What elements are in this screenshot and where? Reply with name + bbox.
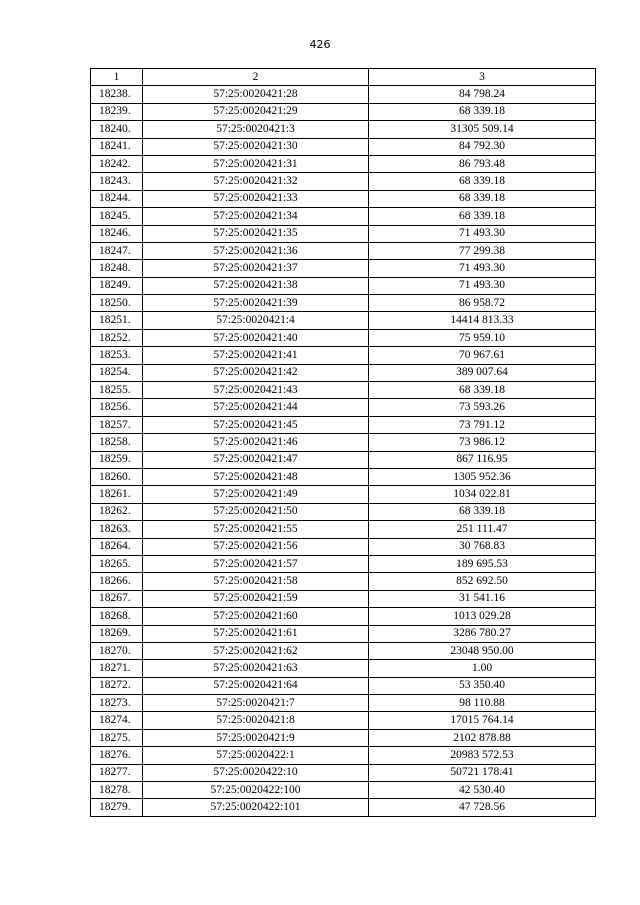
cadastral-number-cell: 57:25:0020421:57 xyxy=(143,555,369,572)
row-number-cell: 18238. xyxy=(91,86,143,103)
row-number-cell: 18241. xyxy=(91,138,143,155)
column-header: 1 xyxy=(91,69,143,86)
value-cell: 30 768.83 xyxy=(369,538,596,555)
table-header-row xyxy=(91,69,596,86)
value-cell: 77 299.38 xyxy=(369,242,596,259)
table-row xyxy=(91,434,596,451)
row-number-cell: 18245. xyxy=(91,208,143,225)
table-row xyxy=(91,747,596,764)
row-number-cell: 18246. xyxy=(91,225,143,242)
value-cell: 1034 022.81 xyxy=(369,486,596,503)
cadastral-number-cell: 57:25:0020421:63 xyxy=(143,660,369,677)
cadastral-number-cell: 57:25:0020421:37 xyxy=(143,260,369,277)
cadastral-number-cell: 57:25:0020421:32 xyxy=(143,173,369,190)
table-row xyxy=(91,608,596,625)
value-cell: 98 110.88 xyxy=(369,695,596,712)
table-row xyxy=(91,695,596,712)
row-number-cell: 18258. xyxy=(91,434,143,451)
table-row xyxy=(91,712,596,729)
row-number-cell: 18266. xyxy=(91,573,143,590)
table-row xyxy=(91,86,596,103)
table-row xyxy=(91,190,596,207)
column-header: 2 xyxy=(143,69,369,86)
value-cell: 852 692.50 xyxy=(369,573,596,590)
table-row xyxy=(91,573,596,590)
value-cell: 86 958.72 xyxy=(369,295,596,312)
cadastral-number-cell: 57:25:0020421:48 xyxy=(143,468,369,485)
table-row xyxy=(91,382,596,399)
row-number-cell: 18275. xyxy=(91,729,143,746)
value-cell: 1013 029.28 xyxy=(369,608,596,625)
row-number-cell: 18260. xyxy=(91,468,143,485)
table-row xyxy=(91,677,596,694)
value-cell: 68 339.18 xyxy=(369,382,596,399)
table-body xyxy=(91,86,596,816)
row-number-cell: 18251. xyxy=(91,312,143,329)
value-cell: 84 792.30 xyxy=(369,138,596,155)
row-number-cell: 18268. xyxy=(91,608,143,625)
row-number-cell: 18271. xyxy=(91,660,143,677)
value-cell: 71 493.30 xyxy=(369,260,596,277)
cadastral-number-cell: 57:25:0020421:33 xyxy=(143,190,369,207)
table-row xyxy=(91,295,596,312)
value-cell: 1.00 xyxy=(369,660,596,677)
cadastral-number-cell: 57:25:0020421:38 xyxy=(143,277,369,294)
row-number-cell: 18239. xyxy=(91,103,143,120)
row-number-cell: 18270. xyxy=(91,642,143,659)
cadastral-number-cell: 57:25:0020422:10 xyxy=(143,764,369,781)
cadastral-number-cell: 57:25:0020421:36 xyxy=(143,242,369,259)
cadastral-number-cell: 57:25:0020422:101 xyxy=(143,799,369,816)
cadastral-number-cell: 57:25:0020421:44 xyxy=(143,399,369,416)
value-cell: 68 339.18 xyxy=(369,208,596,225)
row-number-cell: 18249. xyxy=(91,277,143,294)
row-number-cell: 18243. xyxy=(91,173,143,190)
cadastral-number-cell: 57:25:0020421:40 xyxy=(143,329,369,346)
value-cell: 867 116.95 xyxy=(369,451,596,468)
row-number-cell: 18248. xyxy=(91,260,143,277)
value-cell: 68 339.18 xyxy=(369,190,596,207)
row-number-cell: 18255. xyxy=(91,382,143,399)
table-row xyxy=(91,225,596,242)
value-cell: 23048 950.00 xyxy=(369,642,596,659)
cadastral-number-cell: 57:25:0020421:62 xyxy=(143,642,369,659)
row-number-cell: 18256. xyxy=(91,399,143,416)
table-row xyxy=(91,347,596,364)
row-number-cell: 18269. xyxy=(91,625,143,642)
table-row xyxy=(91,138,596,155)
table-row xyxy=(91,121,596,138)
cadastral-number-cell: 57:25:0020421:43 xyxy=(143,382,369,399)
row-number-cell: 18276. xyxy=(91,747,143,764)
table-row xyxy=(91,468,596,485)
cadastral-number-cell: 57:25:0020421:61 xyxy=(143,625,369,642)
page-number: 426 xyxy=(309,38,331,51)
row-number-cell: 18247. xyxy=(91,242,143,259)
cadastral-number-cell: 57:25:0020421:50 xyxy=(143,503,369,520)
row-number-cell: 18273. xyxy=(91,695,143,712)
cadastral-number-cell: 57:25:0020421:8 xyxy=(143,712,369,729)
cadastral-number-cell: 57:25:0020421:58 xyxy=(143,573,369,590)
cadastral-number-cell: 57:25:0020422:100 xyxy=(143,782,369,799)
row-number-cell: 18277. xyxy=(91,764,143,781)
cadastral-number-cell: 57:25:0020421:60 xyxy=(143,608,369,625)
cadastral-value-table xyxy=(90,68,596,817)
row-number-cell: 18254. xyxy=(91,364,143,381)
table-row xyxy=(91,277,596,294)
value-cell: 20983 572.53 xyxy=(369,747,596,764)
table-row xyxy=(91,155,596,172)
row-number-cell: 18250. xyxy=(91,295,143,312)
cadastral-number-cell: 57:25:0020421:46 xyxy=(143,434,369,451)
row-number-cell: 18274. xyxy=(91,712,143,729)
table-row xyxy=(91,208,596,225)
column-header: 3 xyxy=(369,69,596,86)
cadastral-number-cell: 57:25:0020421:64 xyxy=(143,677,369,694)
table-row xyxy=(91,173,596,190)
cadastral-number-cell: 57:25:0020421:47 xyxy=(143,451,369,468)
table-row xyxy=(91,416,596,433)
row-number-cell: 18267. xyxy=(91,590,143,607)
table-row xyxy=(91,260,596,277)
table-row xyxy=(91,764,596,781)
cadastral-number-cell: 57:25:0020421:59 xyxy=(143,590,369,607)
row-number-cell: 18259. xyxy=(91,451,143,468)
value-cell: 3286 780.27 xyxy=(369,625,596,642)
value-cell: 53 350.40 xyxy=(369,677,596,694)
value-cell: 31305 509.14 xyxy=(369,121,596,138)
table-row xyxy=(91,486,596,503)
cadastral-number-cell: 57:25:0020421:35 xyxy=(143,225,369,242)
value-cell: 2102 878.88 xyxy=(369,729,596,746)
table-row xyxy=(91,329,596,346)
table-row xyxy=(91,590,596,607)
value-cell: 1305 952.36 xyxy=(369,468,596,485)
table-row xyxy=(91,642,596,659)
cadastral-number-cell: 57:25:0020421:55 xyxy=(143,521,369,538)
value-cell: 84 798.24 xyxy=(369,86,596,103)
row-number-cell: 18253. xyxy=(91,347,143,364)
value-cell: 47 728.56 xyxy=(369,799,596,816)
table-row xyxy=(91,538,596,555)
value-cell: 17015 764.14 xyxy=(369,712,596,729)
cadastral-number-cell: 57:25:0020421:56 xyxy=(143,538,369,555)
cadastral-number-cell: 57:25:0020421:28 xyxy=(143,86,369,103)
row-number-cell: 18279. xyxy=(91,799,143,816)
table-row xyxy=(91,451,596,468)
value-cell: 75 959.10 xyxy=(369,329,596,346)
value-cell: 251 111.47 xyxy=(369,521,596,538)
value-cell: 86 793.48 xyxy=(369,155,596,172)
table-row xyxy=(91,521,596,538)
value-cell: 14414 813.33 xyxy=(369,312,596,329)
table-row xyxy=(91,660,596,677)
value-cell: 73 986.12 xyxy=(369,434,596,451)
table-row xyxy=(91,399,596,416)
value-cell: 189 695.53 xyxy=(369,555,596,572)
cadastral-number-cell: 57:25:0020421:41 xyxy=(143,347,369,364)
row-number-cell: 18240. xyxy=(91,121,143,138)
cadastral-number-cell: 57:25:0020421:45 xyxy=(143,416,369,433)
row-number-cell: 18278. xyxy=(91,782,143,799)
value-cell: 42 530.40 xyxy=(369,782,596,799)
row-number-cell: 18242. xyxy=(91,155,143,172)
value-cell: 71 493.30 xyxy=(369,225,596,242)
value-cell: 73 593.26 xyxy=(369,399,596,416)
cadastral-number-cell: 57:25:0020421:4 xyxy=(143,312,369,329)
row-number-cell: 18263. xyxy=(91,521,143,538)
table-row xyxy=(91,242,596,259)
row-number-cell: 18262. xyxy=(91,503,143,520)
value-cell: 71 493.30 xyxy=(369,277,596,294)
cadastral-number-cell: 57:25:0020421:42 xyxy=(143,364,369,381)
table-row xyxy=(91,312,596,329)
value-cell: 73 791.12 xyxy=(369,416,596,433)
value-cell: 389 007.64 xyxy=(369,364,596,381)
row-number-cell: 18261. xyxy=(91,486,143,503)
table-row xyxy=(91,729,596,746)
row-number-cell: 18264. xyxy=(91,538,143,555)
cadastral-number-cell: 57:25:0020421:7 xyxy=(143,695,369,712)
cadastral-number-cell: 57:25:0020421:39 xyxy=(143,295,369,312)
value-cell: 31 541.16 xyxy=(369,590,596,607)
table-row xyxy=(91,503,596,520)
cadastral-number-cell: 57:25:0020421:31 xyxy=(143,155,369,172)
cadastral-number-cell: 57:25:0020421:49 xyxy=(143,486,369,503)
value-cell: 68 339.18 xyxy=(369,503,596,520)
cadastral-number-cell: 57:25:0020421:9 xyxy=(143,729,369,746)
row-number-cell: 18265. xyxy=(91,555,143,572)
table-row xyxy=(91,555,596,572)
row-number-cell: 18272. xyxy=(91,677,143,694)
cadastral-number-cell: 57:25:0020421:30 xyxy=(143,138,369,155)
cadastral-number-cell: 57:25:0020422:1 xyxy=(143,747,369,764)
cadastral-number-cell: 57:25:0020421:3 xyxy=(143,121,369,138)
table-row xyxy=(91,782,596,799)
row-number-cell: 18252. xyxy=(91,329,143,346)
table-row xyxy=(91,103,596,120)
table-row xyxy=(91,625,596,642)
value-cell: 68 339.18 xyxy=(369,173,596,190)
cadastral-number-cell: 57:25:0020421:29 xyxy=(143,103,369,120)
table-row xyxy=(91,364,596,381)
cadastral-number-cell: 57:25:0020421:34 xyxy=(143,208,369,225)
row-number-cell: 18257. xyxy=(91,416,143,433)
value-cell: 50721 178.41 xyxy=(369,764,596,781)
value-cell: 68 339.18 xyxy=(369,103,596,120)
value-cell: 70 967.61 xyxy=(369,347,596,364)
row-number-cell: 18244. xyxy=(91,190,143,207)
table-row xyxy=(91,799,596,816)
